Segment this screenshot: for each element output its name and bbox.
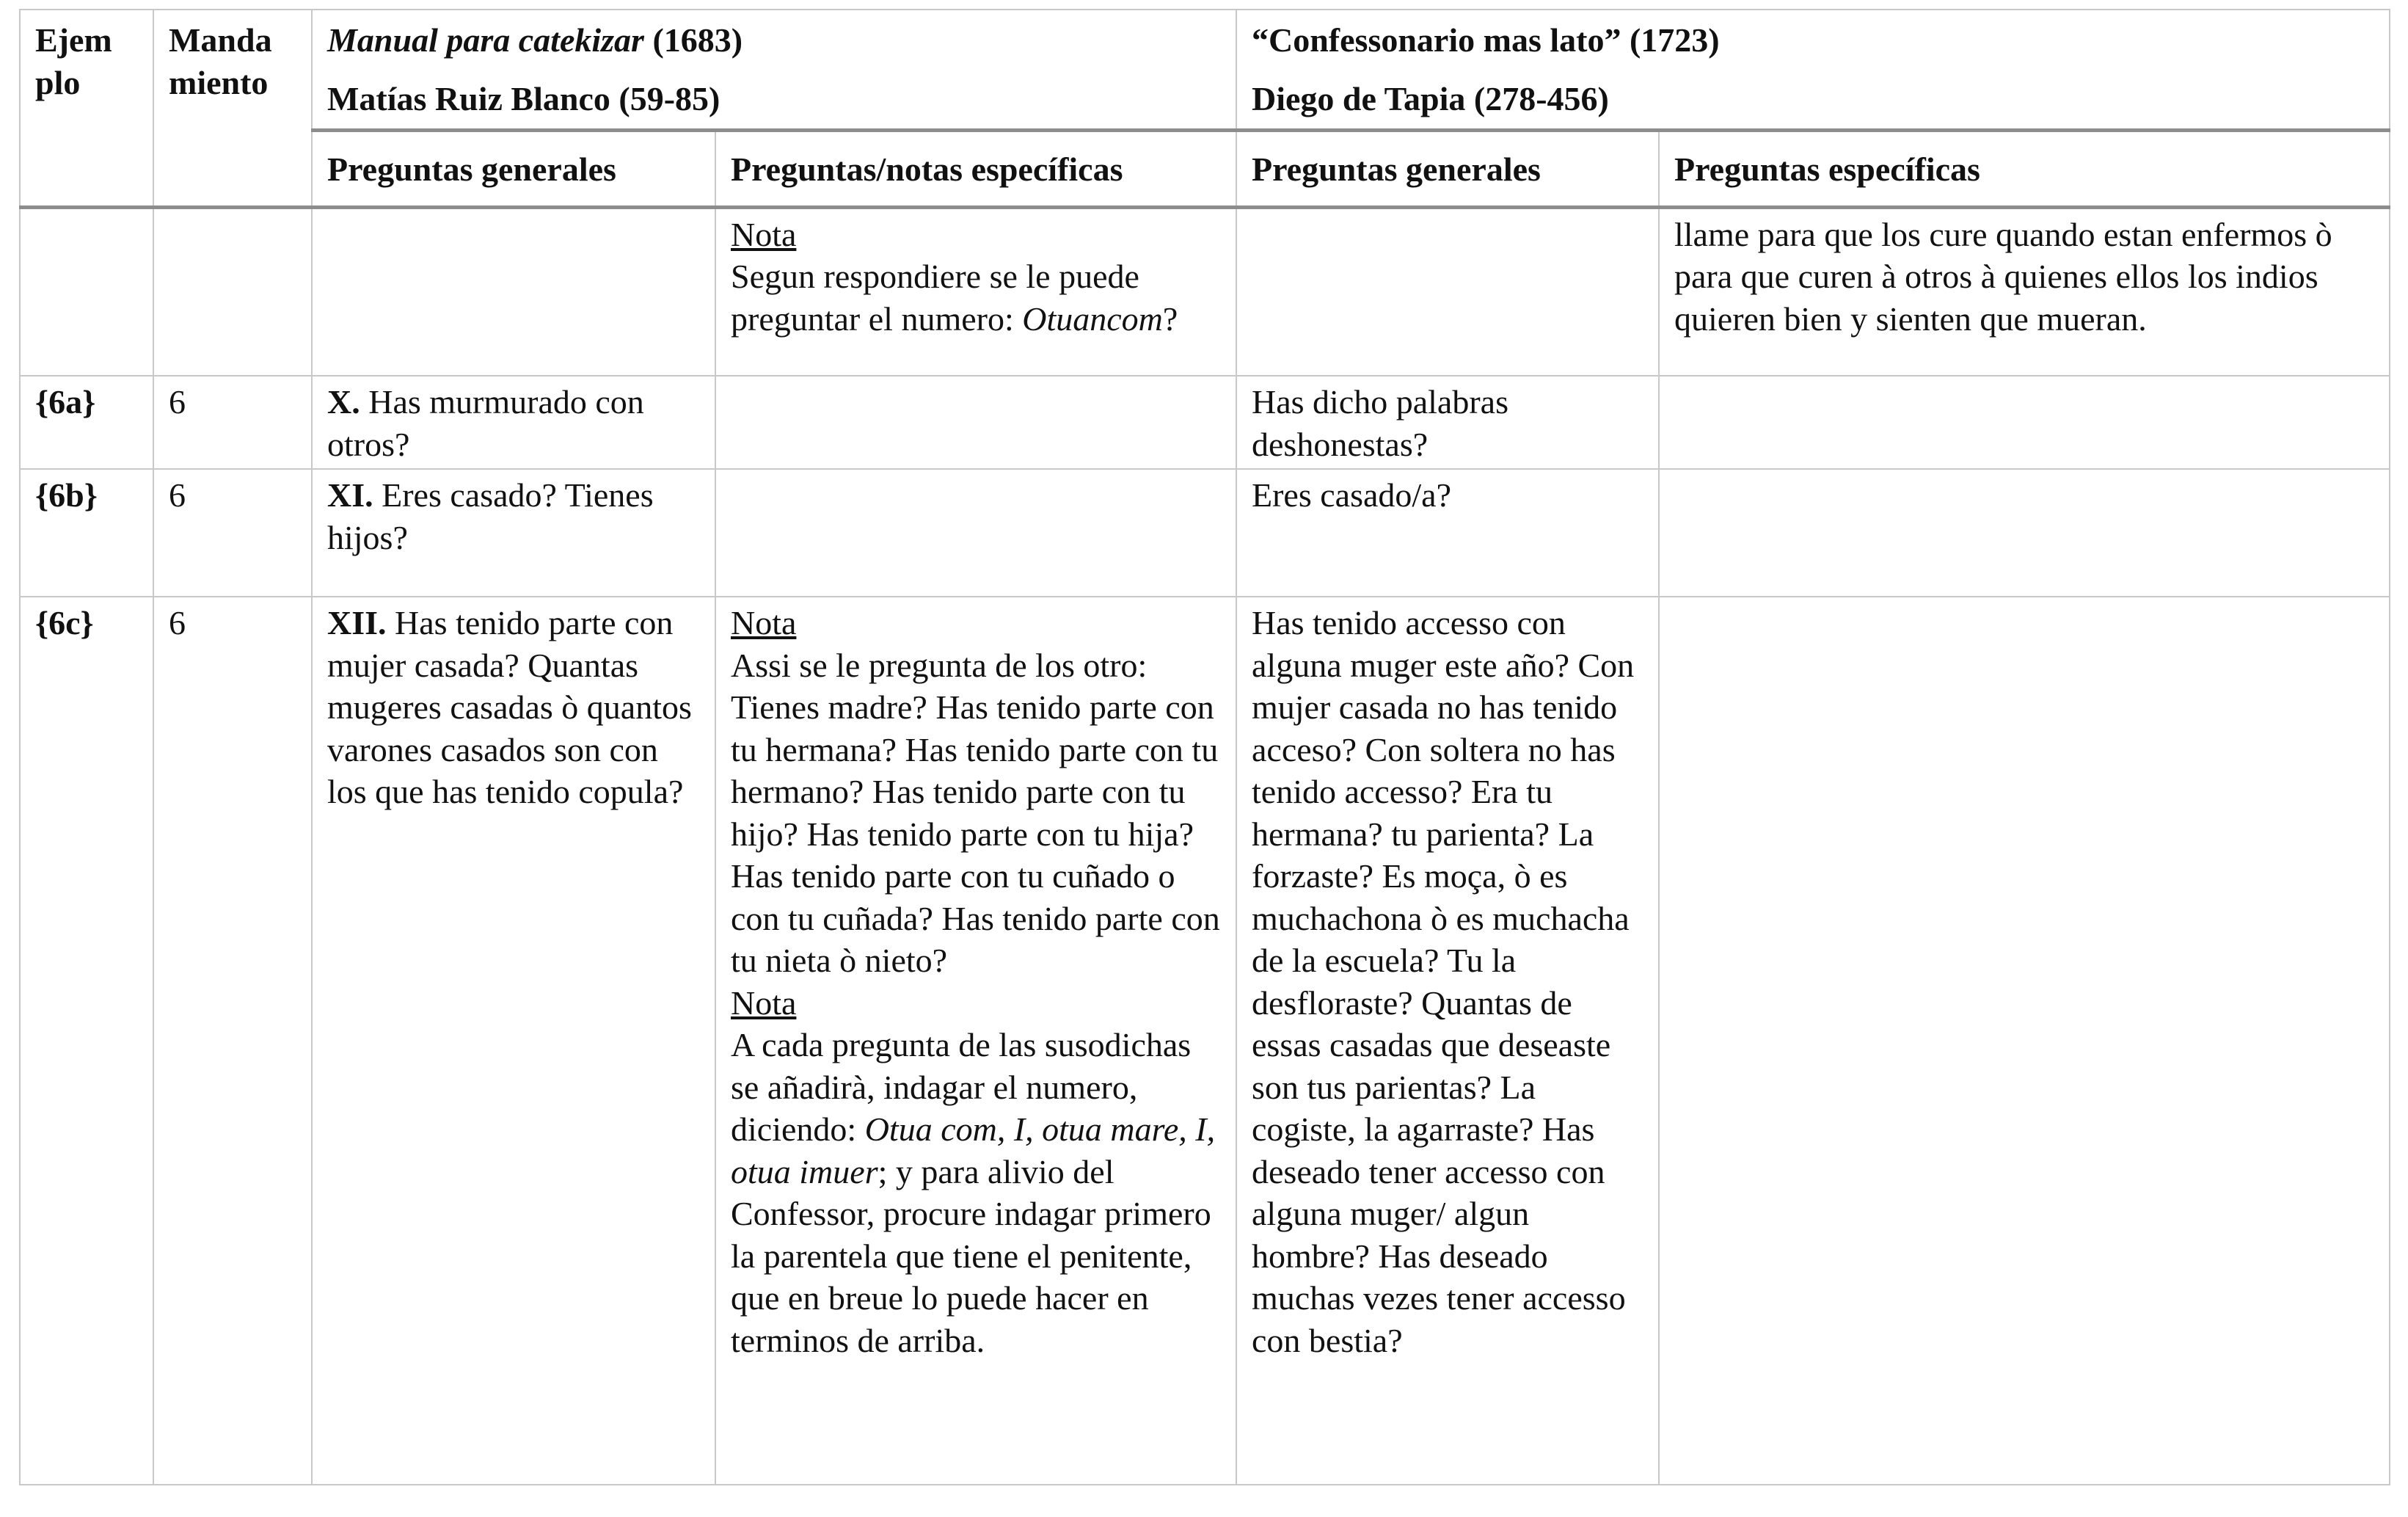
header-row-sources <box>20 10 2390 131</box>
ruiz-general-value: Eres casado? Tienes hijos? <box>327 476 654 556</box>
tapia-specific-value: llame para que los cure quando estan enfermos ò para que curen à otros à quienes ellos los indios quieren bien y sienten que mueran. <box>1674 215 2332 338</box>
cell-mandamiento <box>153 597 312 1485</box>
cell-tapia-general <box>1236 207 1659 376</box>
ruiz-specific-text-2: A cada pregunta de las susodichas se añadirà, indagar el numero, diciendo: <box>731 1026 1192 1148</box>
confession-comparison-table <box>19 9 2390 1485</box>
source1-year: (1683) <box>643 21 743 59</box>
header-source-tapia <box>1236 10 2390 131</box>
question-number: XI. <box>327 476 373 514</box>
mandamiento-value: 6 <box>169 604 186 641</box>
ejemplo-value: {6c} <box>35 604 94 641</box>
cell-tapia-general <box>1236 597 1659 1485</box>
nota-label: Nota <box>731 604 797 641</box>
table-row-continuation <box>20 207 2390 376</box>
table-row-6a <box>20 376 2390 469</box>
cell-ejemplo <box>20 207 153 376</box>
header-tapia-general <box>1236 131 1659 208</box>
ruiz-specific-text-1: Assi se le pregunta de los otro: Tienes madre? Has tenido parte con tu hermana? Has tenido parte con tu hermano? Has tenido parte con tu hijo? Has tenido parte con tu hija? Has tenido parte con tu cuñado o con tu cuñada? Has tenido parte con tu nieta ò nieto? <box>731 646 1220 979</box>
cell-tapia-general <box>1236 469 1659 597</box>
ruiz-specific-italic: Otuancom <box>1022 299 1163 338</box>
cell-tapia-specific <box>1659 597 2390 1485</box>
cell-ruiz-general <box>312 376 715 469</box>
cell-ruiz-general <box>312 207 715 376</box>
cell-ruiz-specific <box>715 207 1236 376</box>
cell-tapia-specific <box>1659 207 2390 376</box>
source1-author: Matías Ruiz Blanco (59-85) <box>327 79 720 117</box>
header-ruiz-specific <box>715 131 1236 208</box>
header-ruiz-general-label: Preguntas generales <box>327 150 616 188</box>
header-mandamiento-label: Manda miento <box>169 21 272 101</box>
header-ejemplo-label: Ejem plo <box>35 21 112 101</box>
mandamiento-value: 6 <box>169 383 186 421</box>
nota-label-2: Nota <box>731 983 797 1022</box>
ruiz-specific-tail-2: ; y para alivio del Confessor, procure indagar primero la parentela que tiene el penitente, que en breue lo puede hacer en terminos de arriba. <box>731 1152 1211 1359</box>
cell-mandamiento <box>153 376 312 469</box>
cell-mandamiento <box>153 207 312 376</box>
ruiz-general-value: Has tenido parte con mujer casada? Quantas mugeres casadas ò quantos varones casados son con los que has tenido copula? <box>327 604 692 810</box>
cell-ruiz-specific <box>715 469 1236 597</box>
ruiz-specific-italic-2: Otua com, I, otua mare, I, otua imuer <box>731 1110 1216 1190</box>
tapia-general-value: Eres casado/a? <box>1252 476 1452 514</box>
header-row-question-types <box>20 131 2390 208</box>
ejemplo-value: {6b} <box>35 476 98 514</box>
source2-title: “Confessonario mas lato” (1723) <box>1252 21 1720 59</box>
header-ejemplo <box>20 10 153 207</box>
tapia-general-value: Has dicho palabras deshonestas? <box>1252 383 1508 463</box>
table-row-6c <box>20 597 2390 1485</box>
question-number: XII. <box>327 604 387 641</box>
header-mandamiento <box>153 10 312 207</box>
ruiz-general-value: Has murmurado con otros? <box>327 383 644 463</box>
source1-title: Manual para catekizar <box>327 21 644 59</box>
cell-ejemplo <box>20 469 153 597</box>
header-ruiz-general <box>312 131 715 208</box>
cell-ruiz-general <box>312 469 715 597</box>
header-tapia-general-label: Preguntas generales <box>1252 150 1541 188</box>
cell-ruiz-specific <box>715 597 1236 1485</box>
cell-ruiz-general <box>312 597 715 1485</box>
cell-ejemplo <box>20 376 153 469</box>
header-tapia-specific <box>1659 131 2390 208</box>
question-number: X. <box>327 383 360 421</box>
ejemplo-value: {6a} <box>35 383 96 421</box>
ruiz-specific-tail: ? <box>1162 299 1178 338</box>
mandamiento-value: 6 <box>169 476 186 514</box>
tapia-general-value: Has tenido accesso con alguna muger este año? Con mujer casada no has tenido acceso? Con soltera no has tenido accesso? Era tu hermana? tu parienta? La forzaste? Es moça, ò es muchachona ò es muchacha de la escuela? Tu la desfloraste? Quantas de essas casadas que deseaste son tus parientas? La cogiste, la agarraste? Has deseado tener accesso con alguna muger/ algun hombre? Has deseado muchas vezes tener accesso con bestia? <box>1252 604 1635 1359</box>
cell-tapia-general <box>1236 376 1659 469</box>
cell-tapia-specific <box>1659 376 2390 469</box>
nota-label: Nota <box>731 215 797 253</box>
ruiz-specific-text: Segun respondiere se le puede preguntar el numero: <box>731 258 1139 338</box>
cell-mandamiento <box>153 469 312 597</box>
header-ruiz-specific-label: Preguntas/notas específicas <box>731 150 1123 188</box>
table-row-6b <box>20 469 2390 597</box>
header-source-ruiz-blanco <box>312 10 1236 131</box>
header-tapia-specific-label: Preguntas específicas <box>1674 150 1980 188</box>
cell-ruiz-specific <box>715 376 1236 469</box>
cell-tapia-specific <box>1659 469 2390 597</box>
cell-ejemplo <box>20 597 153 1485</box>
source2-author: Diego de Tapia (278-456) <box>1252 79 1609 117</box>
